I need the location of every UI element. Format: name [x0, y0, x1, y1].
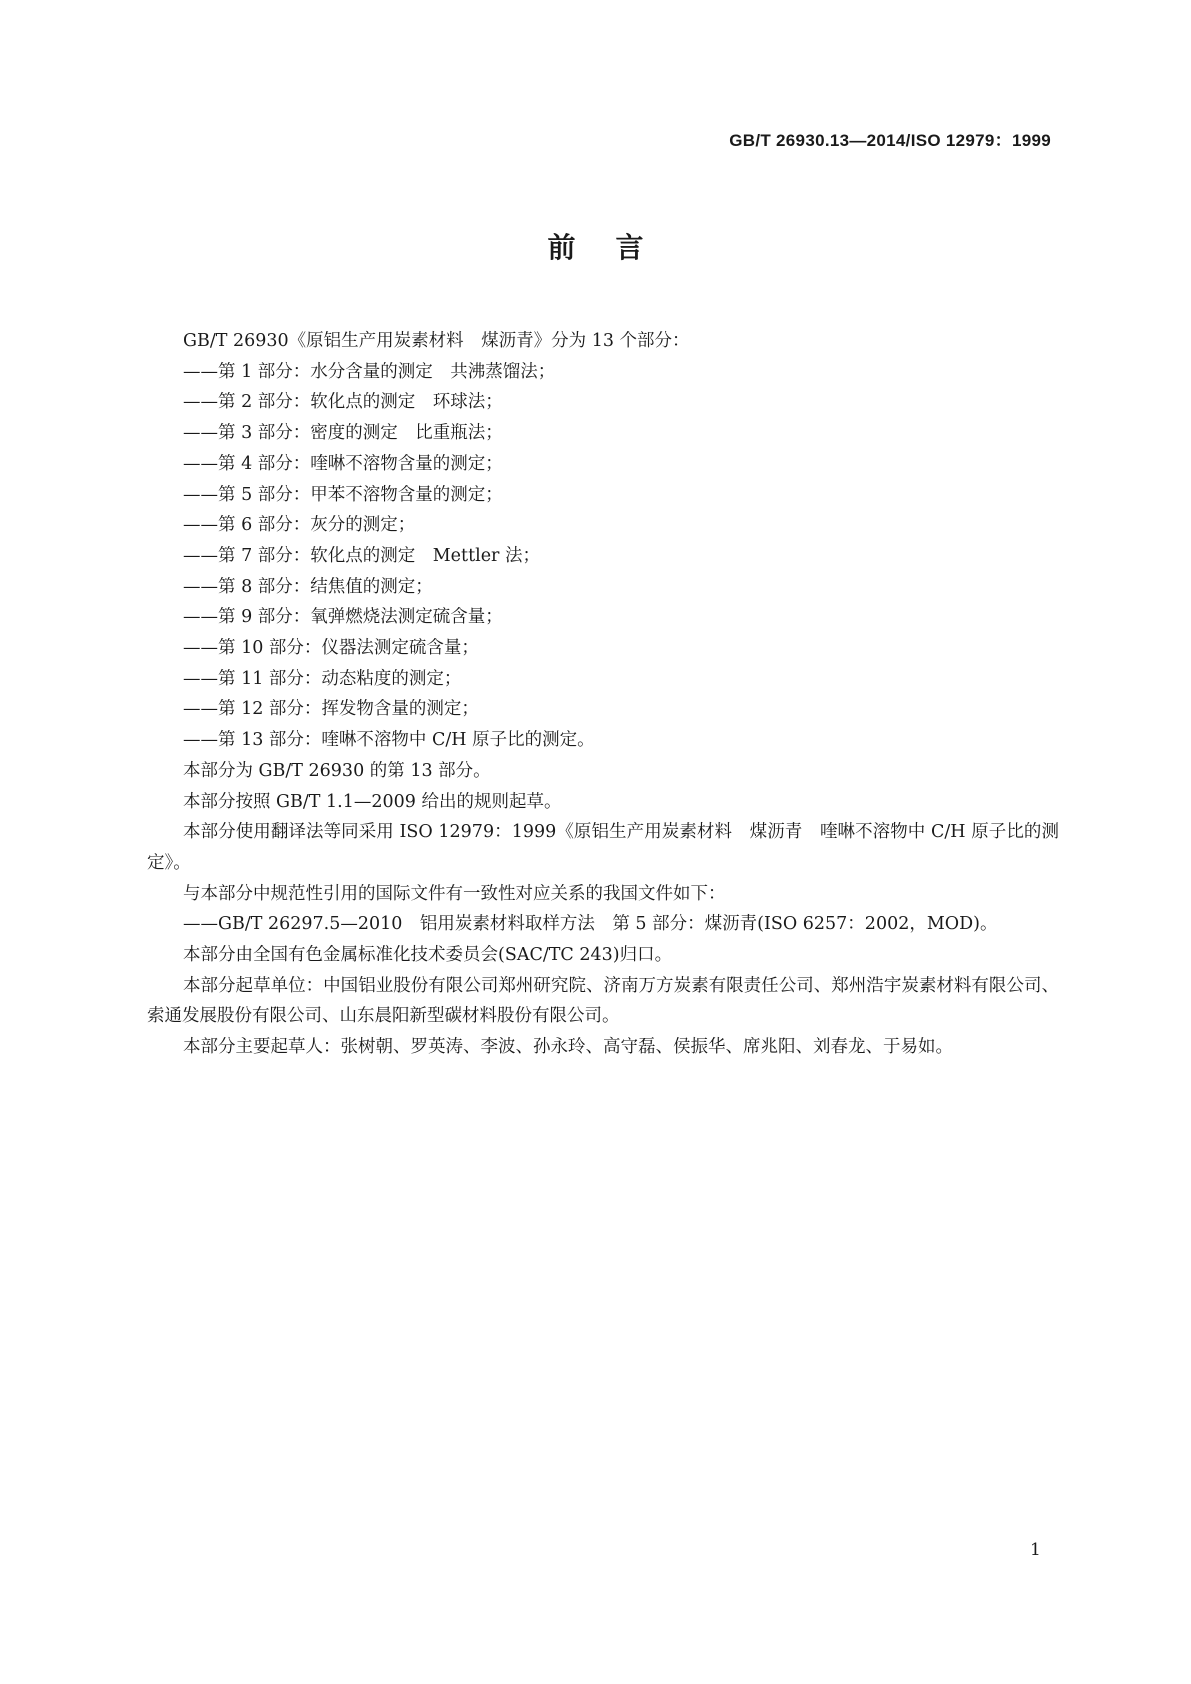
correspondence-item: ——GB/T 26297.5—2010 铝用炭素材料取样方法 第 5 部分：煤沥青(ISO 6257：2002，MOD)。	[183, 914, 998, 935]
intro-paragraph: GB/T 26930《原铝生产用炭素材料 煤沥青》分为 13 个部分：	[183, 331, 690, 351]
drafting-rules-paragraph: 本部分按照 GB/T 1.1—2009 给出的规则起草。	[183, 791, 562, 812]
list-item: ——第 1 部分：水分含量的测定 共沸蒸馏法；	[183, 361, 556, 382]
part-of-paragraph: 本部分为 GB/T 26930 的第 13 部分。	[183, 760, 491, 781]
list-item: ——第 8 部分：结焦值的测定；	[183, 576, 433, 597]
drafting-units-paragraph: 本部分起草单位：中国铝业股份有限公司郑州研究院、济南万方炭素有限责任公司、郑州浩宇炭素材料有限公司、索通发展股份有限公司、山东晨阳新型碳材料股份有限公司。	[147, 975, 1059, 1027]
list-item: ——第 6 部分：灰分的测定；	[183, 515, 416, 536]
standard-code: GB/T 26930.13—2014/ISO 12979：1999	[729, 131, 1051, 150]
correspondence-intro-paragraph: 与本部分中规范性引用的国际文件有一致性对应关系的我国文件如下：	[183, 883, 726, 904]
list-item: ——第 10 部分：仪器法测定硫含量；	[183, 638, 479, 659]
list-item: ——第 11 部分：动态粘度的测定；	[183, 668, 462, 689]
list-item: ——第 5 部分：甲苯不溶物含量的测定；	[183, 484, 503, 505]
list-item: ——第 9 部分：氧弹燃烧法测定硫含量；	[183, 607, 503, 628]
list-item: ——第 12 部分：挥发物含量的测定；	[183, 699, 479, 720]
list-item: ——第 4 部分：喹啉不溶物含量的测定；	[183, 453, 503, 474]
committee-paragraph: 本部分由全国有色金属标准化技术委员会(SAC/TC 243)归口。	[183, 945, 673, 966]
drafters-paragraph: 本部分主要起草人：张树朝、罗英涛、李波、孙永玲、高守磊、侯振华、席兆阳、刘春龙、于易如。	[183, 1037, 953, 1058]
list-item: ——第 2 部分：软化点的测定 环球法；	[183, 392, 503, 413]
document-body	[147, 326, 1059, 1063]
list-item: ——第 13 部分：喹啉不溶物中 C/H 原子比的测定。	[183, 730, 595, 751]
list-item: ——第 7 部分：软化点的测定 Mettler 法；	[183, 545, 540, 566]
list-item: ——第 3 部分：密度的测定 比重瓶法；	[183, 423, 503, 444]
parts-list	[147, 357, 1059, 756]
page-number: 1	[1030, 1540, 1041, 1560]
translation-paragraph: 本部分使用翻译法等同采用 ISO 12979：1999《原铝生产用炭素材料 煤沥青 喹啉不溶物中 C/H 原子比的测定》。	[147, 822, 1059, 873]
page-title: 前言	[547, 231, 684, 264]
